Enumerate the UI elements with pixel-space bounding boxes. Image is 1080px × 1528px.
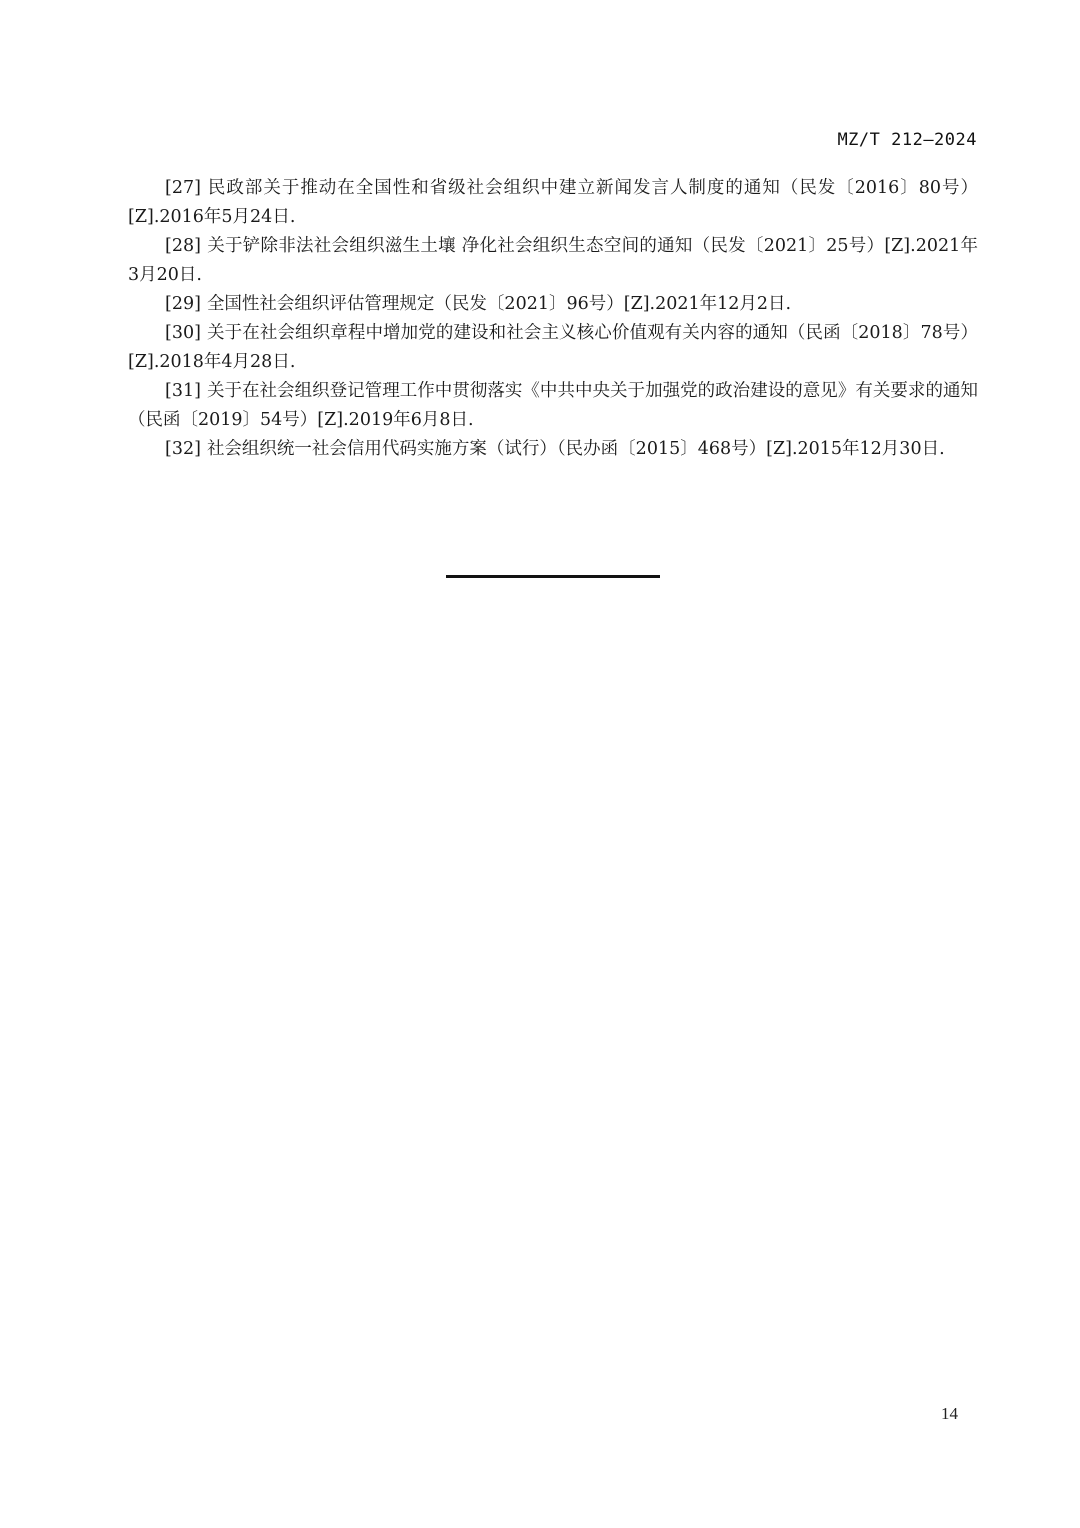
reference-number: [31]: [165, 381, 201, 401]
reference-item: [128, 174, 978, 232]
reference-number: [30]: [165, 323, 201, 343]
reference-number: [29]: [165, 294, 201, 314]
reference-text: 民政部关于推动在全国性和省级社会组织中建立新闻发言人制度的通知（民发〔2016〕80号）[Z].2016年5月24日.: [128, 178, 978, 227]
reference-item: [128, 290, 978, 319]
reference-item: [128, 232, 978, 290]
reference-text: 全国性社会组织评估管理规定（民发〔2021〕96号）[Z].2021年12月2日.: [206, 294, 792, 314]
reference-item: [128, 377, 978, 435]
document-code: MZ/T 212—2024: [837, 130, 977, 150]
reference-number: [28]: [165, 236, 201, 256]
page-number: 14: [941, 1404, 958, 1423]
reference-text: 关于在社会组织登记管理工作中贯彻落实《中共中央关于加强党的政治建设的意见》有关要求的通知（民函〔2019〕54号）[Z].2019年6月8日.: [128, 381, 978, 430]
reference-text: 关于在社会组织章程中增加党的建设和社会主义核心价值观有关内容的通知（民函〔2018〕78号）[Z].2018年4月28日.: [128, 323, 978, 372]
reference-text: 社会组织统一社会信用代码实施方案（试行）（民办函〔2015〕468号）[Z].2015年12月30日.: [206, 439, 945, 459]
reference-list: [128, 174, 978, 464]
reference-number: [27]: [165, 178, 201, 198]
reference-number: [32]: [165, 439, 201, 459]
reference-text: 关于铲除非法社会组织滋生土壤 净化社会组织生态空间的通知（民发〔2021〕25号）[Z].2021年3月20日.: [128, 236, 978, 285]
reference-item: [128, 319, 978, 377]
reference-item: [128, 435, 978, 464]
end-of-document-rule: [446, 575, 660, 578]
